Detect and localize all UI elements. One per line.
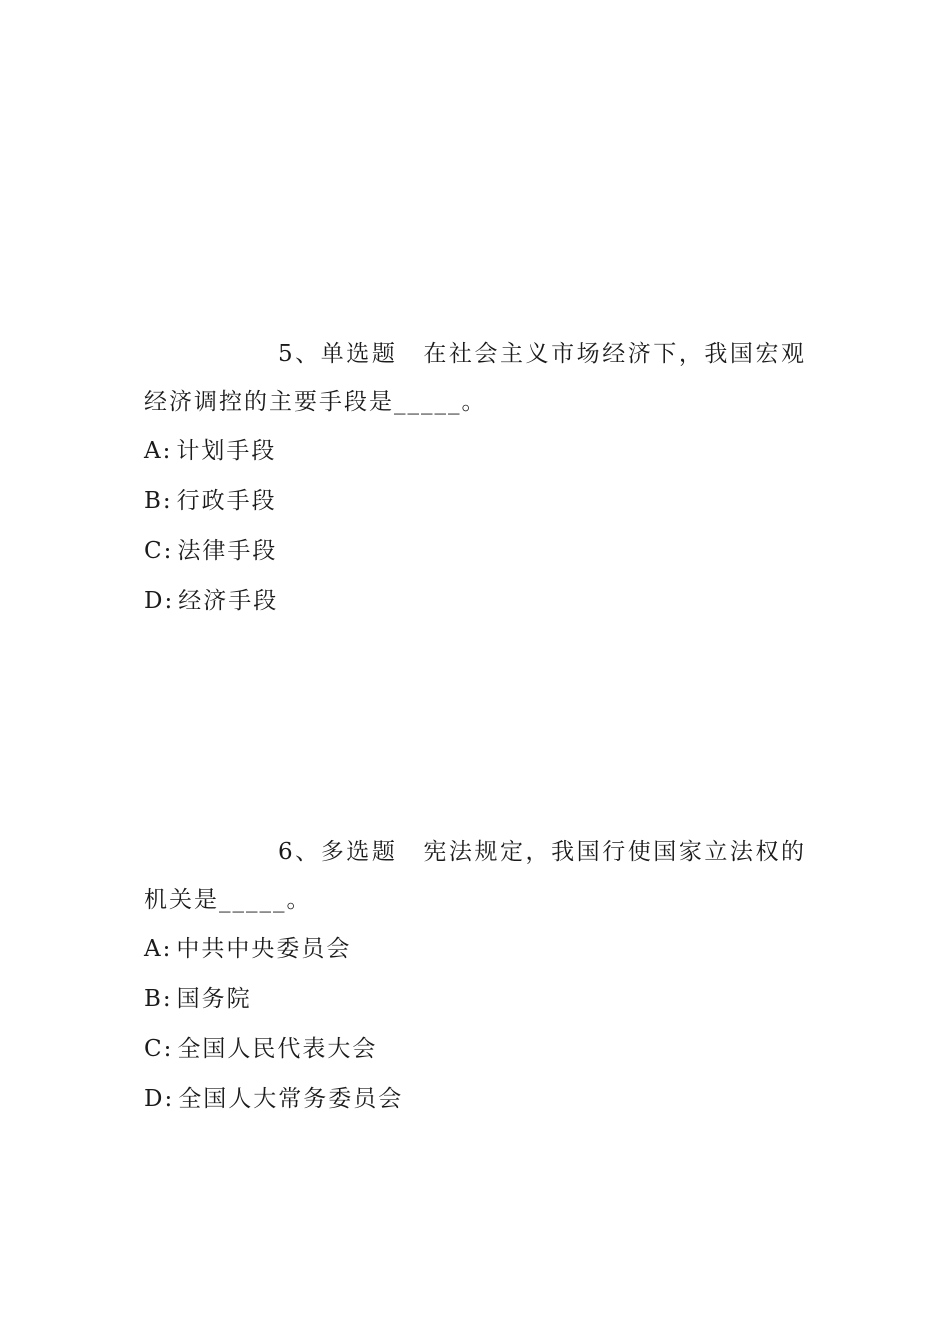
option-d: [144, 1074, 806, 1124]
question-text: 宪法规定，我国行使国家立法权的机关是_____。: [144, 839, 807, 913]
option-text: 法律手段: [177, 538, 278, 564]
option-letter: A:: [144, 936, 173, 962]
option-letter: A:: [144, 438, 173, 464]
option-list: [144, 426, 806, 626]
question-number: 5、: [278, 341, 321, 367]
option-letter: B:: [144, 488, 173, 514]
question-text: 在社会主义市场经济下，我国宏观经济调控的主要手段是_____。: [144, 341, 807, 415]
question-type: 单选题: [320, 341, 398, 367]
option-list: [144, 924, 806, 1124]
option-text: 全国人大常务委员会: [178, 1086, 404, 1112]
option-text: 行政手段: [176, 488, 277, 514]
option-c: [144, 1024, 806, 1074]
question-stem: [144, 828, 806, 924]
option-letter: C:: [144, 538, 174, 564]
option-a: [144, 924, 806, 974]
option-text: 经济手段: [178, 588, 279, 614]
question-type: 多选题: [320, 839, 398, 865]
option-b: [144, 974, 806, 1024]
option-text: 中共中央委员会: [176, 936, 352, 962]
option-letter: D:: [144, 588, 175, 614]
option-letter: D:: [144, 1086, 175, 1112]
option-c: [144, 526, 806, 576]
option-text: 国务院: [176, 986, 252, 1012]
option-text: 全国人民代表大会: [177, 1036, 378, 1062]
option-a: [144, 426, 806, 476]
option-letter: B:: [144, 986, 173, 1012]
option-b: [144, 476, 806, 526]
option-letter: C:: [144, 1036, 174, 1062]
question-stem: [144, 330, 806, 426]
question-5: [144, 330, 806, 626]
question-number: 6、: [278, 839, 321, 865]
question-6: [144, 828, 806, 1124]
option-text: 计划手段: [176, 438, 277, 464]
option-d: [144, 576, 806, 626]
